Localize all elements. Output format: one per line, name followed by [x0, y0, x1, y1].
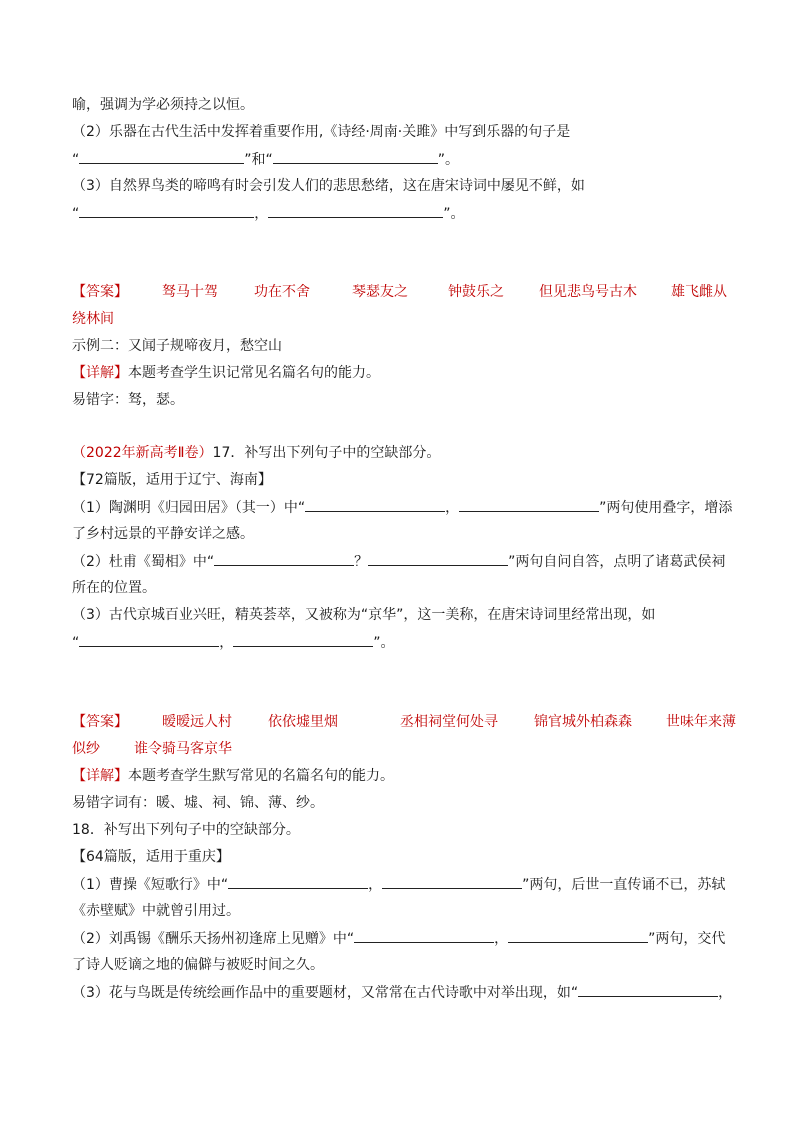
- detail-label: 【详解】: [72, 768, 128, 784]
- answer-label: 【答案】: [72, 714, 128, 730]
- answer-blank[interactable]: [273, 149, 438, 164]
- answer-item: 雄飞雌从: [671, 284, 727, 300]
- answer-blank[interactable]: [228, 874, 368, 889]
- question-17-3: （3）古代京城百业兴旺，精英荟萃，又被称为“京华”，这一美称，在唐宋诗词里经常出现，如: [72, 607, 656, 623]
- error-chars: 易错字词有：暖、墟、祠、锦、薄、纱。: [72, 795, 324, 811]
- question-17-1-cont: 了乡村远景的平静安详之感。: [72, 526, 254, 542]
- error-chars: 易错字：驽，瑟。: [72, 392, 184, 408]
- answer-blank[interactable]: [214, 551, 354, 566]
- answer-example: 示例二：又闻子规啼夜月，愁空山: [72, 338, 282, 354]
- answer-continuation: 绕林间: [72, 311, 114, 327]
- question-18-1-cont: 《赤壁赋》中就曾引用过。: [72, 903, 240, 919]
- question-3-text: （3）自然界鸟类的啼鸣有时会引发人们的悲思愁绪，这在唐宋诗词中屡见不鲜，如: [72, 178, 585, 194]
- answer-blank[interactable]: [79, 149, 244, 164]
- version-label: 【72篇版，适用于辽宁、海南】: [72, 472, 272, 488]
- question-2-blanks-line: “ ”和“ ”。: [72, 149, 459, 170]
- detail-line: 【详解】本题考查学生默写常见的名篇名句的能力。: [72, 768, 394, 784]
- detail-line: 【详解】本题考查学生识记常见名篇名句的能力。: [72, 365, 380, 381]
- question-17-2: （2）杜甫《蜀相》中“ ？ ”两句自问自答，点明了诸葛武侯祠: [72, 551, 725, 572]
- answer-item: 依依墟里烟: [268, 714, 338, 730]
- answer-item: 功在不舍: [254, 284, 310, 300]
- question-18-2-cont: 了诗人贬谪之地的偏僻与被贬时间之久。: [72, 957, 324, 973]
- answer-item: 世味年来薄: [666, 714, 736, 730]
- answer-item: 丞相祠堂何处寻: [400, 714, 498, 730]
- question-title: 18．补写出下列句子中的空缺部分。: [72, 822, 300, 838]
- answer-item: 似纱: [72, 741, 100, 757]
- answer-blank[interactable]: [233, 632, 373, 647]
- question-2-text: （2）乐器在古代生活中发挥着重要作用,《诗经·周南·关雎》中写到乐器的句子是: [72, 124, 571, 140]
- answer-blank[interactable]: [382, 874, 522, 889]
- answer-item: 但见悲鸟号古木: [539, 284, 637, 300]
- question-3-blanks-line: “ ， ”。: [72, 203, 465, 224]
- question-title: 17．补写出下列句子中的空缺部分。: [212, 445, 441, 461]
- question-17-3-blanks: “ ， ”。: [72, 632, 395, 653]
- answer-item: 钟鼓乐之: [448, 284, 504, 300]
- answer-line: [72, 712, 736, 732]
- question-17-header: [72, 443, 440, 463]
- answer-blank[interactable]: [305, 497, 445, 512]
- answer-blank[interactable]: [79, 203, 254, 218]
- answer-blank[interactable]: [268, 203, 443, 218]
- answer-blank[interactable]: [368, 551, 508, 566]
- answer-item: 谁令骑马客京华: [134, 741, 232, 757]
- answer-blank[interactable]: [354, 928, 494, 943]
- question-17-1: （1）陶渊明《归园田居》（其一）中“ ， ”两句使用叠字，增添: [72, 497, 732, 518]
- answer-item: 暧暧远人村: [162, 714, 232, 730]
- text-line: 喻，强调为学必须持之以恒。: [72, 97, 254, 113]
- version-label: 【64篇版，适用于重庆】: [72, 849, 230, 865]
- answer-blank[interactable]: [578, 982, 718, 997]
- detail-label: 【详解】: [72, 365, 128, 381]
- question-18-1: （1）曹操《短歌行》中“ ， ”两句，后世一直传诵不已，苏轼: [72, 874, 725, 895]
- answer-item: 驽马十驾: [162, 284, 218, 300]
- question-18-2: （2）刘禹锡《酬乐天扬州初逢席上见赠》中“ ， ”两句，交代: [72, 928, 725, 949]
- answer-continuation: [72, 739, 232, 759]
- answer-item: 锦官城外柏森森: [534, 714, 632, 730]
- answer-item: 琴瑟友之: [352, 284, 408, 300]
- question-17-2-cont: 所在的位置。: [72, 580, 156, 596]
- answer-label: 【答案】: [72, 284, 128, 300]
- question-18-3: （3）花与鸟既是传统绘画作品中的重要题材，又常常在古代诗歌中对举出现，如“ ，: [72, 982, 732, 1003]
- answer-blank[interactable]: [79, 632, 219, 647]
- question-source: （2022年新高考Ⅱ卷）: [72, 445, 213, 461]
- answer-blank[interactable]: [459, 497, 599, 512]
- answer-line: [72, 282, 727, 302]
- answer-blank[interactable]: [508, 928, 648, 943]
